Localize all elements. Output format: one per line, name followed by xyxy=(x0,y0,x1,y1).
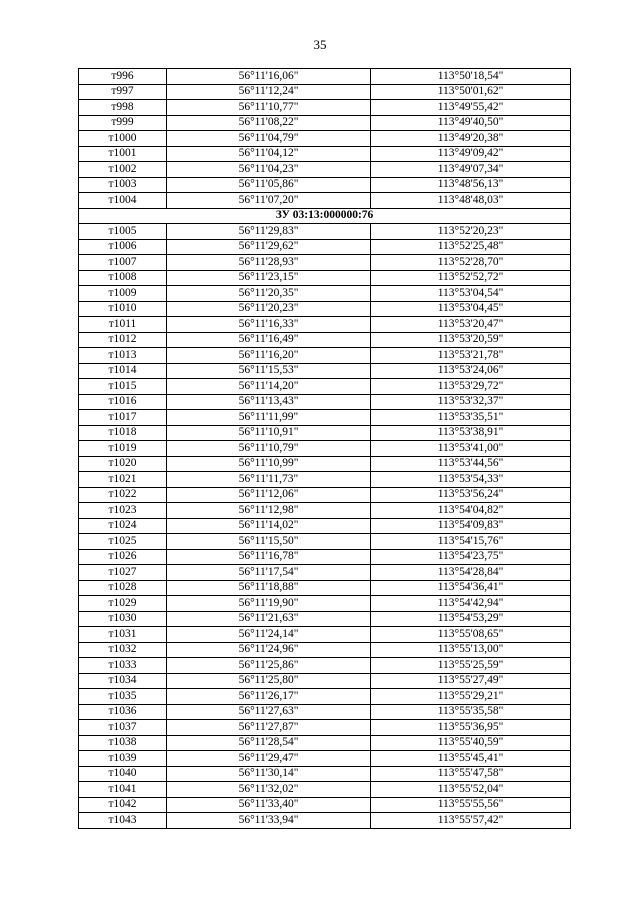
table-row xyxy=(79,394,571,410)
longitude-cell: 113°49'09,42" xyxy=(371,146,571,162)
longitude-cell: 113°53'54,33" xyxy=(371,472,571,488)
latitude-cell: 56°11'20,23" xyxy=(167,301,371,317)
point-id-cell: т1025 xyxy=(79,534,167,550)
point-id-cell: т1009 xyxy=(79,286,167,302)
point-id-cell: т1037 xyxy=(79,720,167,736)
latitude-cell: 56°11'24,96" xyxy=(167,642,371,658)
latitude-cell: 56°11'32,02" xyxy=(167,782,371,798)
longitude-cell: 113°53'38,91" xyxy=(371,425,571,441)
table-row xyxy=(79,596,571,612)
point-id-cell: т1034 xyxy=(79,673,167,689)
point-id-cell: т1021 xyxy=(79,472,167,488)
table-row xyxy=(79,115,571,131)
latitude-cell: 56°11'27,63" xyxy=(167,704,371,720)
point-id-cell: т1028 xyxy=(79,580,167,596)
longitude-cell: 113°54'23,75" xyxy=(371,549,571,565)
point-id-cell: т1032 xyxy=(79,642,167,658)
latitude-cell: 56°11'16,49" xyxy=(167,332,371,348)
longitude-cell: 113°55'57,42" xyxy=(371,813,571,829)
latitude-cell: 56°11'29,62" xyxy=(167,239,371,255)
table-row xyxy=(79,704,571,720)
latitude-cell: 56°11'10,77" xyxy=(167,100,371,116)
table-row xyxy=(79,363,571,379)
longitude-cell: 113°53'04,54" xyxy=(371,286,571,302)
longitude-cell: 113°50'01,62" xyxy=(371,84,571,100)
latitude-cell: 56°11'19,90" xyxy=(167,596,371,612)
table-row xyxy=(79,270,571,286)
latitude-cell: 56°11'10,91" xyxy=(167,425,371,441)
longitude-cell: 113°50'18,54" xyxy=(371,69,571,85)
latitude-cell: 56°11'13,43" xyxy=(167,394,371,410)
table-row xyxy=(79,782,571,798)
latitude-cell: 56°11'08,22" xyxy=(167,115,371,131)
latitude-cell: 56°11'12,06" xyxy=(167,487,371,503)
longitude-cell: 113°55'55,56" xyxy=(371,797,571,813)
point-id-cell: т1006 xyxy=(79,239,167,255)
latitude-cell: 56°11'29,47" xyxy=(167,751,371,767)
table-row xyxy=(79,813,571,829)
point-id-cell: т1004 xyxy=(79,193,167,209)
coordinates-table xyxy=(78,68,571,829)
point-id-cell: т1015 xyxy=(79,379,167,395)
latitude-cell: 56°11'11,99" xyxy=(167,410,371,426)
point-id-cell: т1041 xyxy=(79,782,167,798)
point-id-cell: т996 xyxy=(79,69,167,85)
longitude-cell: 113°52'25,48" xyxy=(371,239,571,255)
table-row xyxy=(79,69,571,85)
latitude-cell: 56°11'29,83" xyxy=(167,224,371,240)
latitude-cell: 56°11'33,40" xyxy=(167,797,371,813)
longitude-cell: 113°55'35,58" xyxy=(371,704,571,720)
longitude-cell: 113°53'32,37" xyxy=(371,394,571,410)
latitude-cell: 56°11'20,35" xyxy=(167,286,371,302)
point-id-cell: т1031 xyxy=(79,627,167,643)
longitude-cell: 113°54'09,83" xyxy=(371,518,571,534)
latitude-cell: 56°11'16,06" xyxy=(167,69,371,85)
table-row xyxy=(79,751,571,767)
table-row xyxy=(79,146,571,162)
latitude-cell: 56°11'14,20" xyxy=(167,379,371,395)
point-id-cell: т1018 xyxy=(79,425,167,441)
latitude-cell: 56°11'04,23" xyxy=(167,162,371,178)
longitude-cell: 113°55'45,41" xyxy=(371,751,571,767)
point-id-cell: т1007 xyxy=(79,255,167,271)
point-id-cell: т1035 xyxy=(79,689,167,705)
latitude-cell: 56°11'18,88" xyxy=(167,580,371,596)
longitude-cell: 113°53'24,06" xyxy=(371,363,571,379)
latitude-cell: 56°11'15,53" xyxy=(167,363,371,379)
point-id-cell: т1040 xyxy=(79,766,167,782)
table-row xyxy=(79,689,571,705)
table-row xyxy=(79,301,571,317)
point-id-cell: т1022 xyxy=(79,487,167,503)
table-row xyxy=(79,348,571,364)
section-header-row xyxy=(79,208,571,224)
longitude-cell: 113°49'40,50" xyxy=(371,115,571,131)
latitude-cell: 56°11'07,20" xyxy=(167,193,371,209)
point-id-cell: т999 xyxy=(79,115,167,131)
latitude-cell: 56°11'04,79" xyxy=(167,131,371,147)
longitude-cell: 113°52'52,72" xyxy=(371,270,571,286)
table-row xyxy=(79,100,571,116)
latitude-cell: 56°11'16,20" xyxy=(167,348,371,364)
latitude-cell: 56°11'12,24" xyxy=(167,84,371,100)
table-row xyxy=(79,735,571,751)
longitude-cell: 113°55'40,59" xyxy=(371,735,571,751)
longitude-cell: 113°54'28,84" xyxy=(371,565,571,581)
longitude-cell: 113°53'44,56" xyxy=(371,456,571,472)
point-id-cell: т1033 xyxy=(79,658,167,674)
longitude-cell: 113°55'47,58" xyxy=(371,766,571,782)
point-id-cell: т998 xyxy=(79,100,167,116)
latitude-cell: 56°11'30,14" xyxy=(167,766,371,782)
longitude-cell: 113°53'21,78" xyxy=(371,348,571,364)
latitude-cell: 56°11'10,99" xyxy=(167,456,371,472)
point-id-cell: т1030 xyxy=(79,611,167,627)
latitude-cell: 56°11'17,54" xyxy=(167,565,371,581)
table-row xyxy=(79,286,571,302)
longitude-cell: 113°55'08,65" xyxy=(371,627,571,643)
table-row xyxy=(79,224,571,240)
longitude-cell: 113°53'04,45" xyxy=(371,301,571,317)
point-id-cell: т1026 xyxy=(79,549,167,565)
table-row xyxy=(79,658,571,674)
table-row xyxy=(79,565,571,581)
longitude-cell: 113°55'25,59" xyxy=(371,658,571,674)
latitude-cell: 56°11'10,79" xyxy=(167,441,371,457)
latitude-cell: 56°11'12,98" xyxy=(167,503,371,519)
point-id-cell: т1011 xyxy=(79,317,167,333)
table-row xyxy=(79,518,571,534)
longitude-cell: 113°53'20,59" xyxy=(371,332,571,348)
table-row xyxy=(79,441,571,457)
latitude-cell: 56°11'15,50" xyxy=(167,534,371,550)
latitude-cell: 56°11'26,17" xyxy=(167,689,371,705)
longitude-cell: 113°54'53,29" xyxy=(371,611,571,627)
latitude-cell: 56°11'27,87" xyxy=(167,720,371,736)
latitude-cell: 56°11'24,14" xyxy=(167,627,371,643)
point-id-cell: т1019 xyxy=(79,441,167,457)
point-id-cell: т997 xyxy=(79,84,167,100)
table-row xyxy=(79,673,571,689)
table-row xyxy=(79,379,571,395)
point-id-cell: т1016 xyxy=(79,394,167,410)
point-id-cell: т1039 xyxy=(79,751,167,767)
table-row xyxy=(79,611,571,627)
coordinates-table-body xyxy=(79,69,571,829)
table-row xyxy=(79,487,571,503)
longitude-cell: 113°53'35,51" xyxy=(371,410,571,426)
table-row xyxy=(79,239,571,255)
point-id-cell: т1005 xyxy=(79,224,167,240)
latitude-cell: 56°11'05,86" xyxy=(167,177,371,193)
table-row xyxy=(79,472,571,488)
latitude-cell: 56°11'25,80" xyxy=(167,673,371,689)
longitude-cell: 113°49'07,34" xyxy=(371,162,571,178)
latitude-cell: 56°11'16,33" xyxy=(167,317,371,333)
table-row xyxy=(79,332,571,348)
longitude-cell: 113°53'56,24" xyxy=(371,487,571,503)
point-id-cell: т1029 xyxy=(79,596,167,612)
latitude-cell: 56°11'25,86" xyxy=(167,658,371,674)
table-row xyxy=(79,503,571,519)
table-row xyxy=(79,627,571,643)
latitude-cell: 56°11'11,73" xyxy=(167,472,371,488)
table-row xyxy=(79,131,571,147)
latitude-cell: 56°11'23,15" xyxy=(167,270,371,286)
latitude-cell: 56°11'14,02" xyxy=(167,518,371,534)
longitude-cell: 113°48'48,03" xyxy=(371,193,571,209)
table-row xyxy=(79,177,571,193)
longitude-cell: 113°49'20,38" xyxy=(371,131,571,147)
table-row xyxy=(79,456,571,472)
longitude-cell: 113°53'41,00" xyxy=(371,441,571,457)
point-id-cell: т1023 xyxy=(79,503,167,519)
point-id-cell: т1027 xyxy=(79,565,167,581)
longitude-cell: 113°55'52,04" xyxy=(371,782,571,798)
point-id-cell: т1003 xyxy=(79,177,167,193)
longitude-cell: 113°55'29,21" xyxy=(371,689,571,705)
latitude-cell: 56°11'33,94" xyxy=(167,813,371,829)
longitude-cell: 113°54'15,76" xyxy=(371,534,571,550)
point-id-cell: т1043 xyxy=(79,813,167,829)
point-id-cell: т1002 xyxy=(79,162,167,178)
latitude-cell: 56°11'21,63" xyxy=(167,611,371,627)
point-id-cell: т1017 xyxy=(79,410,167,426)
table-row xyxy=(79,534,571,550)
point-id-cell: т1038 xyxy=(79,735,167,751)
table-row xyxy=(79,642,571,658)
longitude-cell: 113°54'42,94" xyxy=(371,596,571,612)
point-id-cell: т1036 xyxy=(79,704,167,720)
latitude-cell: 56°11'16,78" xyxy=(167,549,371,565)
longitude-cell: 113°55'27,49" xyxy=(371,673,571,689)
table-row xyxy=(79,84,571,100)
table-row xyxy=(79,549,571,565)
point-id-cell: т1042 xyxy=(79,797,167,813)
point-id-cell: т1014 xyxy=(79,363,167,379)
table-row xyxy=(79,797,571,813)
longitude-cell: 113°49'55,42" xyxy=(371,100,571,116)
table-row xyxy=(79,766,571,782)
point-id-cell: т1013 xyxy=(79,348,167,364)
page-number: 35 xyxy=(313,37,327,52)
table-row xyxy=(79,162,571,178)
table-row xyxy=(79,410,571,426)
longitude-cell: 113°53'20,47" xyxy=(371,317,571,333)
point-id-cell: т1000 xyxy=(79,131,167,147)
point-id-cell: т1008 xyxy=(79,270,167,286)
point-id-cell: т1010 xyxy=(79,301,167,317)
longitude-cell: 113°55'13,00" xyxy=(371,642,571,658)
table-row xyxy=(79,193,571,209)
point-id-cell: т1012 xyxy=(79,332,167,348)
table-row xyxy=(79,317,571,333)
section-title: ЗУ 03:13:000000:76 xyxy=(79,208,571,224)
table-row xyxy=(79,580,571,596)
point-id-cell: т1001 xyxy=(79,146,167,162)
longitude-cell: 113°52'20,23" xyxy=(371,224,571,240)
latitude-cell: 56°11'28,54" xyxy=(167,735,371,751)
point-id-cell: т1020 xyxy=(79,456,167,472)
point-id-cell: т1024 xyxy=(79,518,167,534)
longitude-cell: 113°55'36,95" xyxy=(371,720,571,736)
longitude-cell: 113°54'04,82" xyxy=(371,503,571,519)
table-row xyxy=(79,720,571,736)
table-row xyxy=(79,255,571,271)
table-row xyxy=(79,425,571,441)
longitude-cell: 113°52'28,70" xyxy=(371,255,571,271)
latitude-cell: 56°11'04,12" xyxy=(167,146,371,162)
longitude-cell: 113°53'29,72" xyxy=(371,379,571,395)
longitude-cell: 113°48'56,13" xyxy=(371,177,571,193)
longitude-cell: 113°54'36,41" xyxy=(371,580,571,596)
latitude-cell: 56°11'28,93" xyxy=(167,255,371,271)
